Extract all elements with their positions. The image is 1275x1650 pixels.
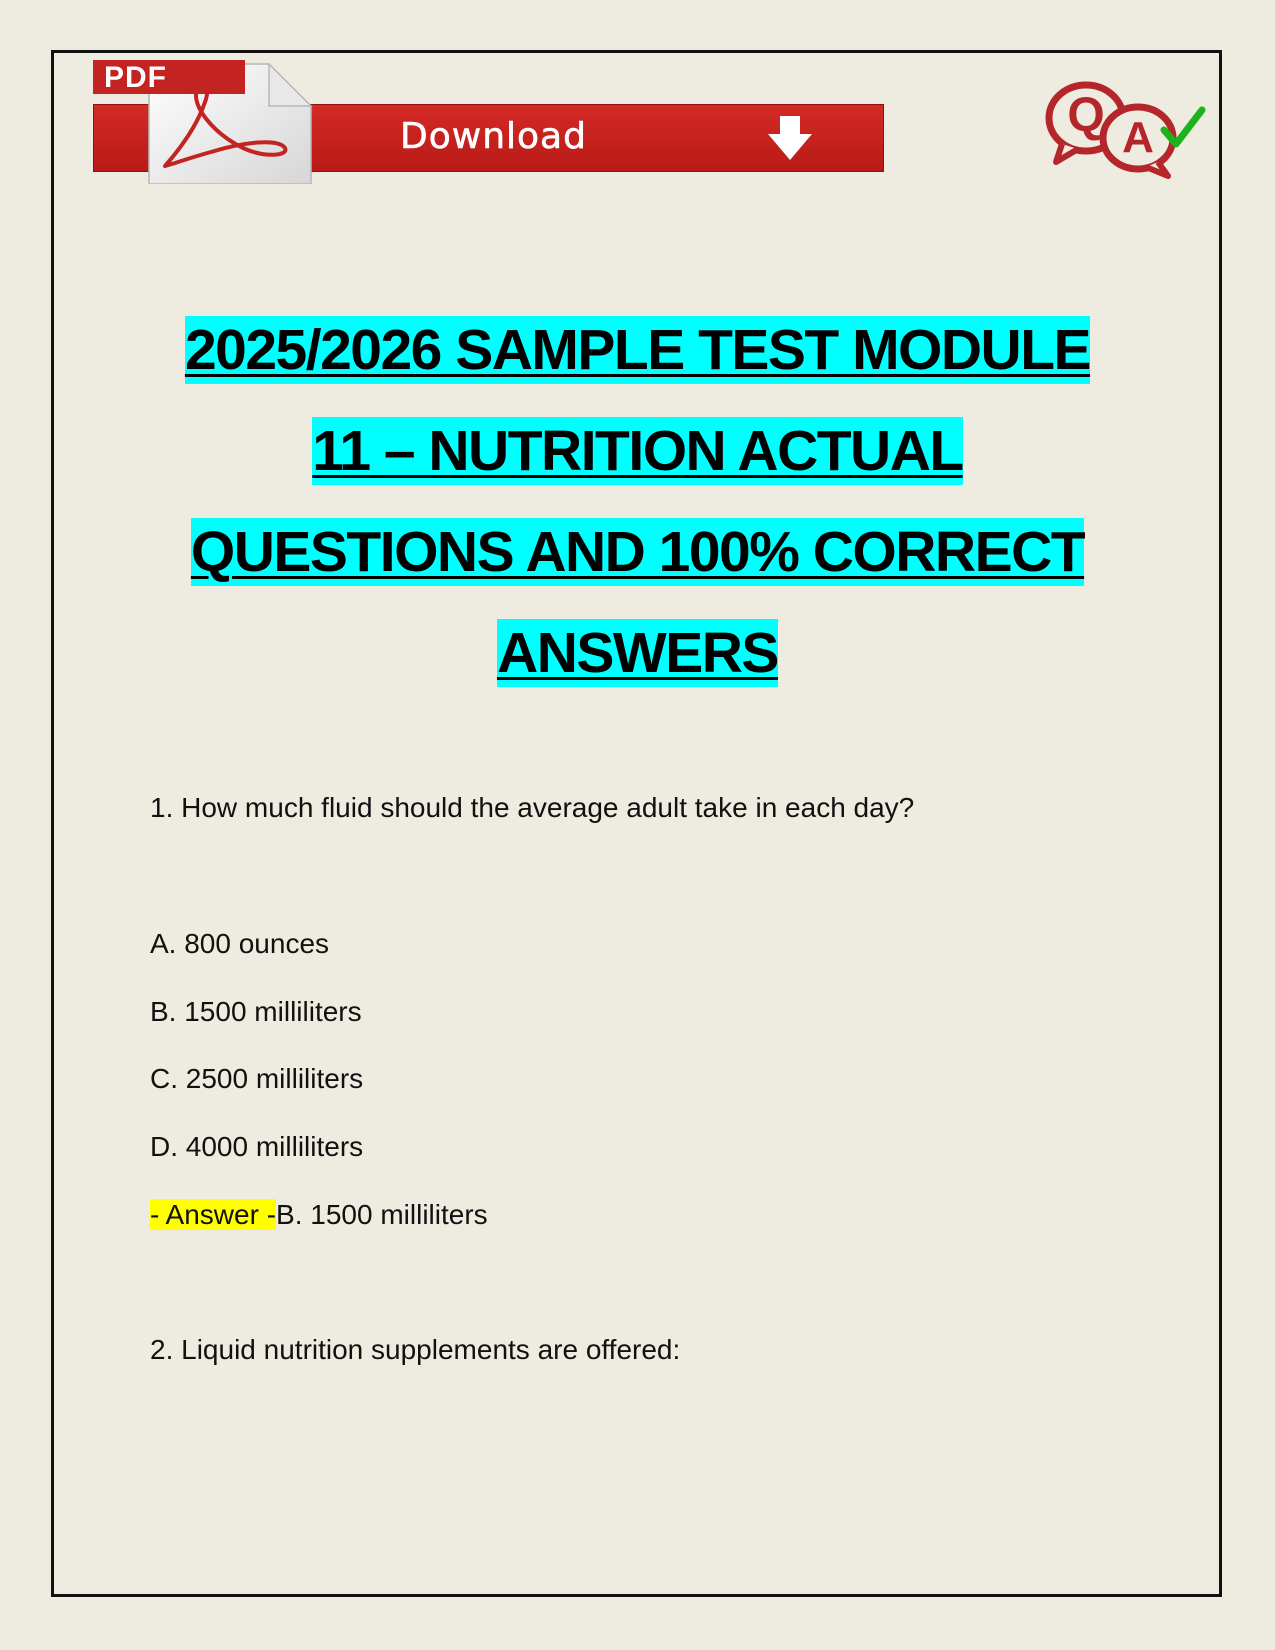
qa-logo-q: Q <box>1067 89 1105 142</box>
download-arrow-icon[interactable] <box>764 114 816 162</box>
question-1-text: 1. How much fluid should the average adult take in each day? <box>150 792 915 823</box>
document-title <box>100 300 1175 704</box>
checkmark-icon <box>1160 104 1206 150</box>
pdf-label: PDF <box>104 61 167 94</box>
question-1-option-b: B. 1500 milliliters <box>150 996 362 1027</box>
question-1-option-c: C. 2500 milliliters <box>150 1063 364 1094</box>
question-1-option-d: D. 4000 milliliters <box>150 1131 364 1162</box>
title-line-4: ANSWERS <box>497 621 778 685</box>
question-1-option-a: A. 800 ounces <box>150 928 330 959</box>
download-label[interactable]: Download <box>400 116 587 157</box>
qa-logo-a: A <box>1122 113 1154 162</box>
title-line-2: 11 – NUTRITION ACTUAL <box>312 419 963 483</box>
question-2-text: 2. Liquid nutrition supplements are offered: <box>150 1334 681 1365</box>
title-line-1: 2025/2026 SAMPLE TEST MODULE <box>184 318 1091 382</box>
answer-text: B. 1500 milliliters <box>276 1199 488 1230</box>
question-1-answer <box>150 1199 488 1231</box>
answer-marker: - Answer - <box>150 1199 277 1230</box>
title-line-3: QUESTIONS AND 100% CORRECT <box>190 520 1085 584</box>
